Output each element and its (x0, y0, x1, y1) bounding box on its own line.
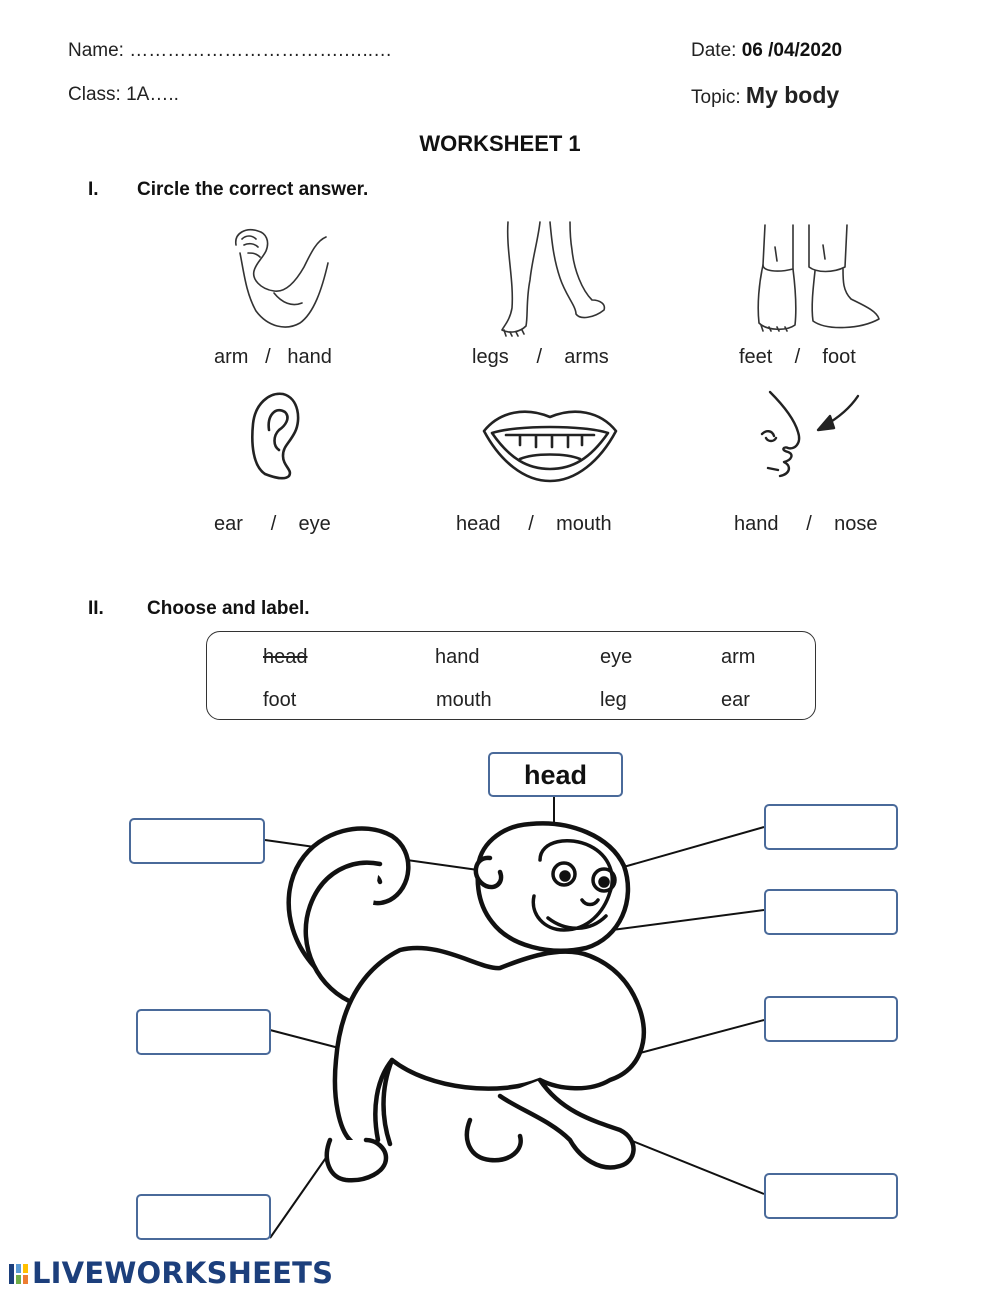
choice-6-option-b[interactable]: nose (834, 513, 878, 535)
choice-4-option-b[interactable]: eye (298, 513, 331, 535)
section2-number: II. (88, 598, 104, 619)
choice-6-option-a[interactable]: hand (734, 513, 779, 535)
word-bank-item: hand (435, 646, 480, 668)
choice-3-option-b[interactable]: foot (822, 346, 856, 368)
section1-instruction: Circle the correct answer. (137, 179, 369, 200)
choice-6-sep: / (806, 513, 812, 535)
word-bank-item: foot (263, 689, 297, 711)
choice-2-option-b[interactable]: arms (564, 346, 609, 368)
date-label: Date: (691, 40, 737, 61)
label-box-head[interactable]: head (488, 752, 623, 797)
word-bank-item: leg (600, 689, 627, 711)
choice-5-option-b[interactable]: mouth (556, 513, 612, 535)
label-box-right-2[interactable] (764, 889, 898, 935)
label-box-left-middle[interactable] (136, 1009, 271, 1055)
choice-5-sep: / (528, 513, 534, 535)
liveworksheets-brand[interactable]: LIVEWORKSHEETS (32, 1256, 334, 1290)
choice-2-sep: / (536, 346, 543, 368)
choice-5-option-a[interactable]: head (456, 513, 501, 535)
topic-value: My body (745, 82, 840, 108)
choice-4-sep: / (270, 513, 277, 535)
label-box-right-4[interactable] (764, 1173, 898, 1219)
label-box-right-3[interactable] (764, 996, 898, 1042)
class-value: 1A….. (126, 84, 179, 105)
choice-3-sep: / (794, 346, 801, 368)
choice-1-sep: / (265, 346, 271, 368)
choice-1-option-b[interactable]: hand (287, 346, 332, 368)
name-field[interactable]: …………………………….…..… (129, 40, 393, 61)
choice-1-option-a[interactable]: arm (214, 346, 249, 368)
class-label: Class: (68, 84, 121, 105)
label-box-right-1[interactable] (764, 804, 898, 850)
date-value: 06 /04/2020 (741, 40, 843, 61)
word-bank-item: ear (721, 689, 750, 711)
choice-4-option-a[interactable]: ear (214, 513, 243, 535)
word-bank-item: eye (600, 646, 633, 668)
choice-3-option-a[interactable]: feet (739, 346, 773, 368)
section1-number: I. (88, 179, 99, 200)
section2-instruction: Choose and label. (147, 598, 310, 619)
word-bank-item: mouth (436, 689, 492, 711)
choice-2-option-a[interactable]: legs (472, 346, 509, 368)
label-box-left-bottom[interactable] (136, 1194, 271, 1240)
topic-label: Topic: (691, 87, 741, 108)
name-label: Name: (68, 40, 124, 61)
label-box-left-top[interactable] (129, 818, 265, 864)
liveworksheets-logo-icon (8, 1262, 30, 1286)
page-title: WORKSHEET 1 (419, 131, 581, 156)
word-bank-item: head (263, 646, 308, 668)
word-bank-item: arm (721, 646, 756, 668)
